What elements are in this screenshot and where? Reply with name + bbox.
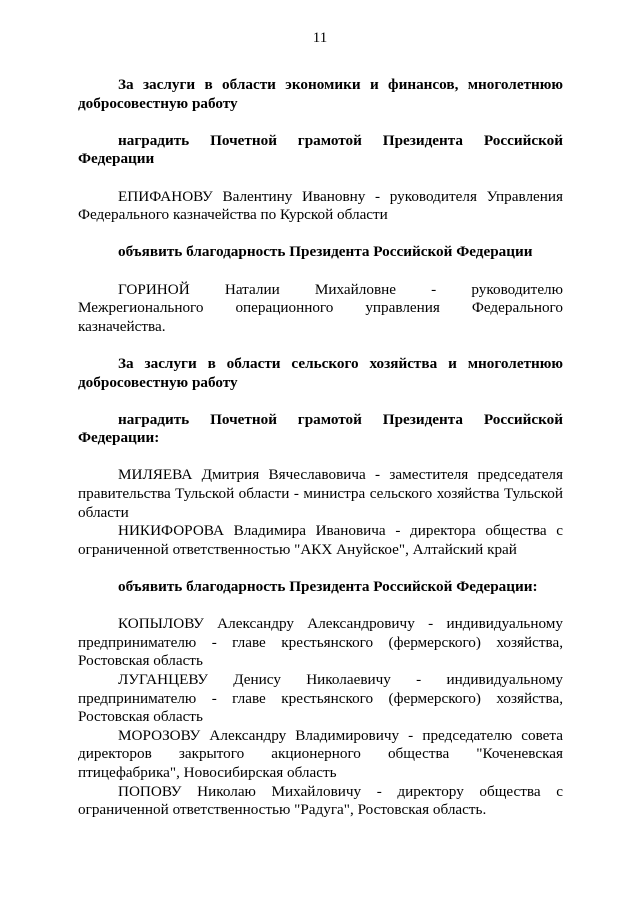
awardee-paragraph: ЛУГАНЦЕВУ Денису Николаевичу - индивидуальному предпринимателю - главе крестьянского (фермерского) хозяйства, Ростовская область <box>78 671 563 726</box>
awardee-paragraph: ГОРИНОЙ Наталии Михайловне - руководителю Межрегионального операционного управления Федерального казначейства. <box>78 280 563 335</box>
award-heading-certificate: наградить Почетной грамотой Президента Российской Федерации: <box>78 410 563 447</box>
decree-text <box>78 76 563 820</box>
awardee-paragraph: ПОПОВУ Николаю Михайловичу - директору общества с ограниченной ответственностью "Радуга", Ростовская область. <box>78 782 563 819</box>
award-heading-gratitude: объявить благодарность Президента Российской Федерации: <box>118 578 538 596</box>
awardee-paragraph: ЕПИФАНОВУ Валентину Ивановну - руководителя Управления Федерального казначейства по Курской области <box>78 187 563 224</box>
awardee-paragraph: МОРОЗОВУ Александру Владимировичу - председателю совета директоров закрытого акционерного общества "Коченевская птицефабрика", Новосибирская область <box>78 726 563 781</box>
award-heading-gratitude: объявить благодарность Президента Российской Федерации <box>118 243 533 261</box>
awardee-paragraph: НИКИФОРОВА Владимира Ивановича - директора общества с ограниченной ответственностью "АКХ Ануйское", Алтайский край <box>78 522 563 558</box>
awardee-paragraph: МИЛЯЕВА Дмитрия Вячеславовича - заместителя председателя правительства Тульской области - министра сельского хозяйства Тульской области <box>78 466 563 521</box>
section-heading-economy: За заслуги в области экономики и финансов, многолетнюю добросовестную работу <box>78 76 563 112</box>
section-heading-agriculture: За заслуги в области сельского хозяйства и многолетнюю добросовестную работу <box>78 354 563 391</box>
award-heading-certificate: наградить Почетной грамотой Президента Российской Федерации <box>78 131 563 168</box>
awardee-paragraph: КОПЫЛОВУ Александру Александровичу - индивидуальному предпринимателю - главе крестьянского (фермерского) хозяйства, Ростовская область <box>78 615 563 670</box>
page-number: 11 <box>312 30 328 46</box>
